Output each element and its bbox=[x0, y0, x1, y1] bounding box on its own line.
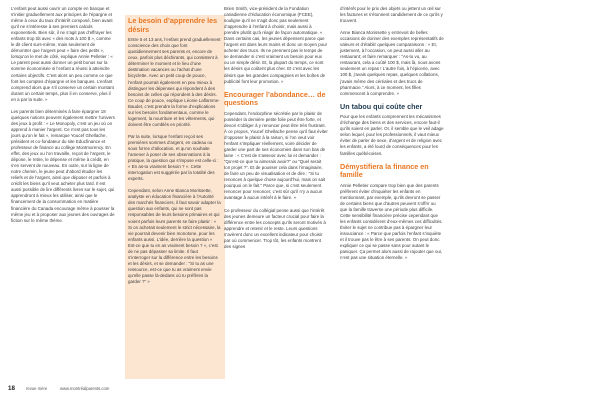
page-footer bbox=[0, 381, 600, 403]
page-number: 18 bbox=[8, 385, 15, 392]
col2-paragraph-1: Entre 5 et 13 ans, l’enfant prend graduellement conscience des choix que font quotidiennement ses parents et, encore de ceux, parfois plus déchirants, qui consistent à déterminer le moment et le lieu d’une destination vacances ou l’achat d’une bicyclette. Avec un petit coup de pouce, l’enfant pourrait également en peu mieux à distinguer les dépenses qui répondent à des besoins de celles qui répondent à des désirs. Ce coup de pouce, explique Léonie Laflamme-Baudet, c’est prendre la forme d’explications sur les besoins fondamentaux, comme le logement, la nourriture et les vêtements, qui doivent être comblés en priorité. bbox=[128, 37, 221, 127]
website-link[interactable]: www.montréalparents.com bbox=[60, 386, 110, 391]
col4-paragraph-3: Pour que les enfants comprennent les mécanismes d’échange des biens et des services, encore faut-il qu’ils soient en parler. Or, il semble que le veil adage selon lequel, pour les professionnels, il vaut mieux éviter de parler de sexe, d’argent et de religion avec les enfants, a été lourd de conséquences pour les familles québécoises. bbox=[340, 114, 444, 156]
col4-heading: Un tabou qui coûte cher bbox=[340, 101, 423, 111]
column-2 bbox=[128, 17, 221, 291]
col1-paragraph-1: L’enfant peut aussi ouvrir un compte en banque et s’initier graduellement aux principes de l’épargne et même à ceux du taux d’intérêt composé, bien avant qu’il ne s’intéresse à ses premiers calculs exponentiels. Bien sûr, il ne s’agit pas d’effrayer les enfants trop tôt avec « des mots à 100 $ », comme le dit client surs-même, mais seulement de démontrer que l’argent peut « faire des petits », lorsqu’on le met de côté, explique Annie Pelletier : « Le parent peut aussi donner un petit bonus sur la somme économisée si l’enfant a réussi à atteindre certains objectifs. C’est alors un peu comme ce que font les comptes d’épargne et les banques. L’enfant comprend alors que s’il conserve un certain montant durant un certain temps, plus il en conserve, plus il en a par la suite. » bbox=[11, 6, 114, 102]
col2-heading: Le besoin d’apprendre les désirs bbox=[128, 16, 218, 34]
col4-paragraph-1: d’intérêt pour le prix des objets ou jettent un œil sur les factures et s’étonnent candidement de ce qu’ils y trouvent. bbox=[340, 6, 443, 24]
col3-paragraph-1: Brien Smith, vice-président de la Fondation canadienne d’éducation économique (FCEE), souligne qu’il ne s’agit donc pas seulement d’apprendre à l’enfant à choisir, mais aussi à prendre plutôt qu’à réagir de façon automatique. « Dans certains cas, les jeunes dépensent parce que l’argent est dans leurs mains et donc un moyen pour acheter des trucs. Ils ne prennent pas le temps de se demander si c’est vraiment un besoin pour eux ou un simple désir. Et, la plupart du temps, ce sont les désirs qui coûtent plus cher. Et c’est avec les désirs que les grandes compagnies et les boîtes de publicité font leur promotion. » bbox=[224, 6, 328, 84]
magazine-name: revue mère bbox=[26, 386, 48, 391]
col2-paragraph-2: Par la suite, lorsque l’enfant reçoit ses premières sommes d’argent, en cadeau ou sous forme d’allocation, et qu’on souhaite l’amener à poser de ses observations à la pratique, la question qui s’impose est celle-ci : « En as-tu vraiment besoin ? ». Cette interrogation est suggérée par la totalité des experts. bbox=[128, 133, 219, 182]
col1-paragraph-2: Les parents bien déterminés à faire épargner 18 quelques notions peuvent également mettre l’univers des jeux à profit : « Le Monopoly, c’est un jeu où on apprend à manier l’argent. Ce n’est pas tous les jours qu’on le fait », remarque Youcef Ghellache, président et co-fondateur du site Educfinance et professeur de finance au collège Montmorency. En effet, des jeux ou l’on travaille, reçoit de l’argent, le dépose, le retire, le dépense et même à crédit, en s’en servent de nouveau. En outre, sur la ligne de notre chemin, le jeune peut d’abord étudier les reliefs et de l’argent, ainsi que déposer et parfois à crédit les biens qu’il veut acheter plus tard. Il est aussi possible de lire différents livres sur le sujet, qui apprendront à mieux les utiliser, ainsi que le financement de la consommation en matière financière du Canada encourage même à pousser la même jeu et à proposer aux jeunes des ouvrages de fiction sur le même thème. bbox=[11, 108, 115, 223]
col4-paragraph-2: Anne Bianca Morissette y entrevoit de belles occasions de donner des exemples représentatifs de valeurs et d’établir quelques comparaisons : « Et, justement, à l’occasion, on peut aussi aller au restaurant; et faire remarquer : “As-tu vu, au restaurant, cela a coûté 100 $, mais là, nous avons seulement un repas ! L’autre fois, à l’épicerie, avec 100 $, j’avais quelques repas, quelques collations, j’avais même des céréales et des trucs de pharmacie.” Alors, à ce moment, les filles commencent à comprendre. » bbox=[340, 30, 444, 96]
col2-paragraph-3: Cependant, selon Anne Bianca Morissette, analyste en éducation financière à l’Autorité des marchés financiers, il faut savoir adapter la question aux enfants, qui ne sont pas responsables de leurs besoins primaires et qui voient parfois leurs parents se faire plaisir : « Si on achetait seulement le strict nécessaire, la vie pourrait devenir bien monotone, pour les enfants aussi. L’idée, derrière la question « Est-ce que tu en as vraiment besoin ? », c’est de ne pas dépasser sa limite. Il faut s’interroger sur la différence entre les besoins et les désirs, et se demander : “Si tu as une ressource, est-ce que tu as vraiment envie qu’elle passe là-dedans où tu préfères la garder ?” » bbox=[128, 188, 221, 284]
column-3 bbox=[224, 6, 328, 256]
col4-paragraph-4: Annie Pelletier compare trop bien que des parents préfèrent éviter d’inquiéter les enfants en mentionnant, par exemple, qu’ils devront se passer de certains biens que d’autres peuvent s’offrir ou que la famille traverse une période plus difficile. Cette sensibilité financière précise cependant que les enfants considèrent d’eux-mêmes ces difficultés. Éviter le sujet ne contribue pas à épargner leur insouciance : « Parce que parfois l’enfant s’inquiète et il trouve pas le être à ses parents. On peut donc expliquer ce qui se passe sans pour autant le paniquer. Ça permet alors aussi de rajouter que oui, n’est pas une situation éternelle. » bbox=[340, 182, 443, 261]
col3-paragraph-2: Cependant, l’endorphine sécrétée par le plaisir de posséder la dernière petite folie peut être forte, et devoir s’obliger à y renoncer peut être très frustrant. À ce propos, Youcef Ghellache pense qu’il faut éviter d’opposer le plaisir à la raison, si l’on veut voir l’enfant s’impliquer réellement, voire décider de garder une part de ses économies dans son bas de laine : « C’est de s’asseoir avec lui et demander : “Qu’est-ce que tu aimerais avoir?” ou “Quel serait ton projet ?”. Et de pousser cela dans l’imaginaire, de faire un peu de visualisation et de dire : “Si tu renonces à quelque chose aujourd’hui, mais on sait pourquoi on le fait.” Parce que, si c’est seulement renoncer pour renoncer, c’est sûr qu’il n’y a aucun avantage à aucun intérêt à le faire. » bbox=[224, 110, 328, 201]
col3-paragraph-3: Ce professeur du collégial pense aussi que l’intérêt des jeunes demeure un facteur crucial pour faire la différence entre les concepts qu’ils seront motivés à apprendre et retenir et le reste. Leurs questions s’avèrent donc un excellent indicateur pour choisir par où commencer. Trop tôt, les enfants montrent des signes bbox=[224, 207, 326, 249]
column-4 bbox=[340, 6, 444, 267]
col4-heading-2: Démystifiera la finance en famille bbox=[340, 161, 429, 180]
col3-heading: Encourager l’abondance… de questions bbox=[224, 89, 326, 108]
column-1 bbox=[11, 6, 115, 230]
